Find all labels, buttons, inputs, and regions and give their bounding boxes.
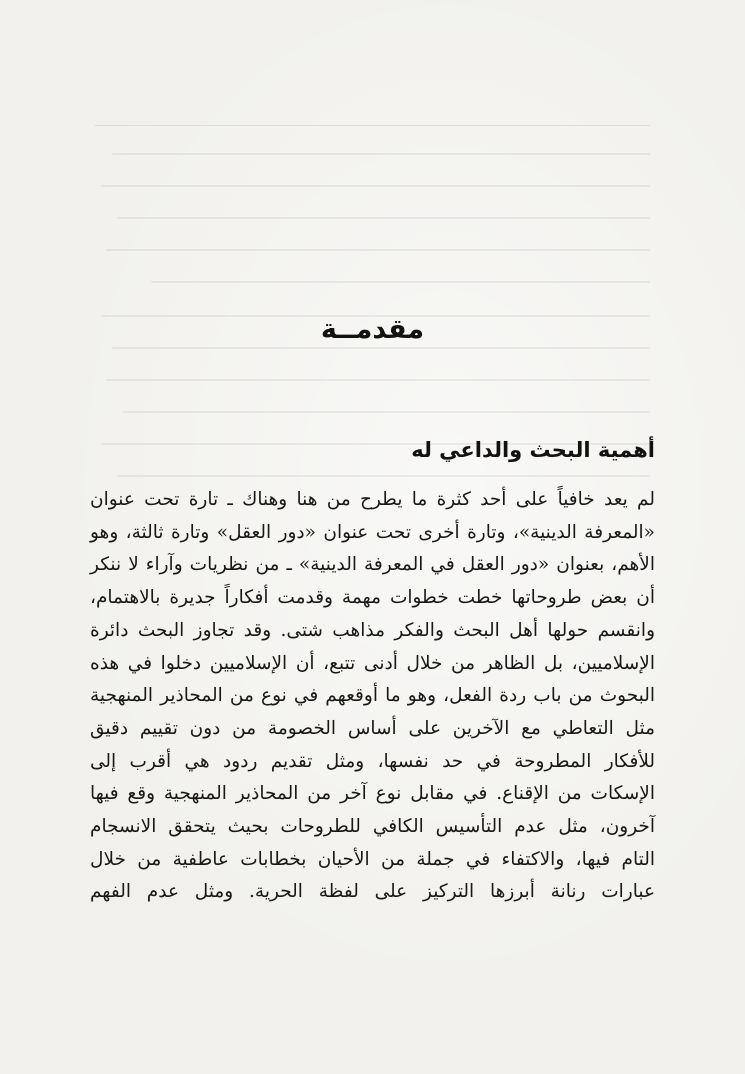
page-content: [90, 300, 655, 909]
body-paragraph: لم يعد خافياً على أحد كثرة ما يطرح من هنا وهناك ـ تارة تحت عنوان «المعرفة الدينية»، وتارة أخرى تحت عنوان «دور العقل» وتارة ثالثة، وهو الأهم، بعنوان «دور العقل في المعرفة الدينية» ـ من نظريات وآراء لا ننكر أن بعض طروحاتها خطت خطوات مهمة وقدمت أفكاراً جديرة بالاهتمام، وانقسم حولها أهل البحث والفكر مذاهب شتى. وقد تجاوز البحث دائرة الإسلاميين، بل الظاهر من خلال أدنى تتبع، أن الإسلاميين دخلوا في هذه البحوث من باب ردة الفعل، وهو ما أوقعهم في نوع من المحاذير المنهجية مثل التعاطي مع الآخرين على أساس الخصومة من دون تقييم دقيق للأفكار المطروحة في حد نفسها، ومثل تقديم ردود هي أقرب إلى الإسكات من الإقناع. في مقابل نوع آخر من المحاذير المنهجية وقع فيها آخرون، مثل عدم التأسيس الكافي للطروحات بحيث يتحقق الانسجام التام فيها، والاكتفاء في جملة من الأحيان بخطابات عاطفية من خلال عبارات رنانة أبرزها التركيز على لفظة الحرية. ومثل عدم الفهم: [90, 489, 655, 903]
section-heading: أهمية البحث والداعي له: [411, 438, 655, 462]
chapter-title: مقدمــة: [320, 314, 425, 345]
